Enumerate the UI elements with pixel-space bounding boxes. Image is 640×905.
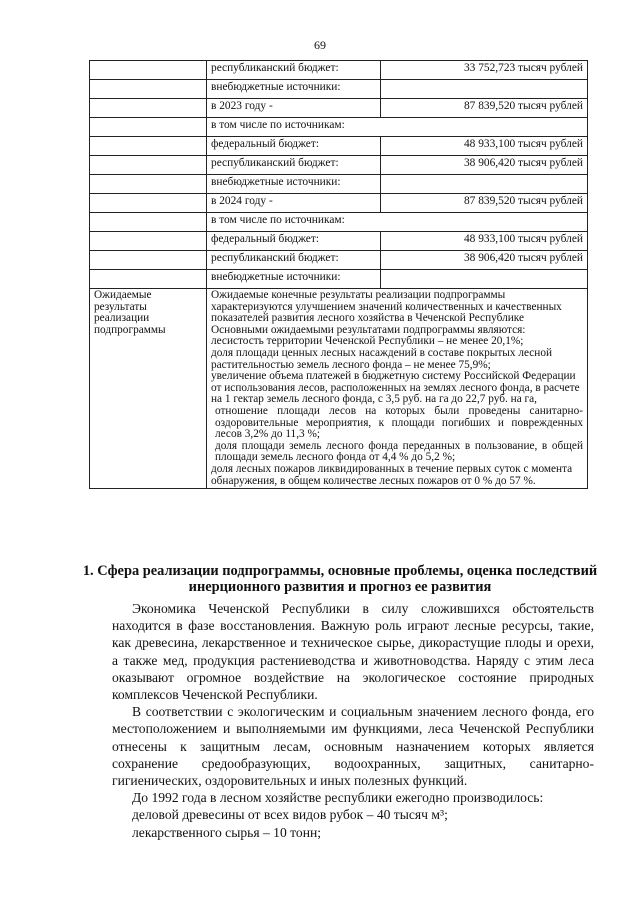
funding-label: республиканский бюджет: [207, 156, 381, 175]
funding-label: республиканский бюджет: [207, 251, 381, 270]
funding-value: 38 906,420 тысяч рублей [381, 156, 588, 175]
funding-value: 48 933,100 тысяч рублей [381, 232, 588, 251]
page-number: 69 [314, 38, 326, 52]
results-item: Основными ожидаемыми результатами подпрограммы являются: [211, 323, 526, 336]
funding-row-empty-cell [90, 80, 207, 99]
funding-row-empty-cell [90, 156, 207, 175]
results-label-line: реализации [94, 312, 150, 325]
funding-row [90, 232, 588, 251]
funding-label: внебюджетные источники: [207, 175, 381, 194]
body-text [112, 600, 594, 841]
funding-row [90, 175, 588, 194]
body-paragraph: В соответствии с экологическим и социальным значением лесного фонда, его местоположением и выполняемыми им функциями, леса Чеченской Республики отнесены к защитным лесам, основным назначением которых является сохранение средообразующих, водоохранных, защитных, санитарно-гигиенических, оздоровительных и иных полезных функций. [112, 704, 594, 789]
body-paragraph: лекарственного сырья – 10 тонн; [132, 824, 322, 840]
funding-label: республиканский бюджет: [207, 61, 381, 80]
funding-label: в 2024 году - [207, 194, 381, 213]
funding-row-empty-cell [90, 61, 207, 80]
expected-results-label [90, 289, 207, 489]
funding-row-empty-cell [90, 99, 207, 118]
results-item: Ожидаемые конечные результаты реализации подпрограммы характеризуются улучшением значений количественных и качественных показателей развития лесного хозяйства в Чеченской Республике [211, 289, 562, 325]
results-label-line: подпрограммы [94, 323, 166, 336]
funding-value [381, 80, 588, 99]
results-label-line: Ожидаемые [94, 289, 152, 301]
funding-row [90, 251, 588, 270]
results-item: увеличение объема платежей в бюджетную систему Российской Федерации от использования лесов, расположенных на землях лесного фонда, в расчете на 1 гектар земель лесного фонда, с 3,5 руб. на га до 22,7 руб. на га, [211, 370, 580, 406]
funding-value: 38 906,420 тысяч рублей [381, 251, 588, 270]
funding-row [90, 194, 588, 213]
section-heading: 1. Сфера реализации подпрограммы, основные проблемы, оценка последствий инерционного развития и прогноз ее развития [82, 563, 598, 595]
funding-table [89, 60, 588, 489]
results-label-line: результаты [94, 300, 147, 313]
funding-row [90, 99, 588, 118]
funding-label: в том числе по источникам: [207, 213, 588, 232]
results-item: доля лесных пожаров ликвидированных в течение первых суток с момента обнаружения, в общем количестве лесных пожаров от 0 % до 57 %. [211, 462, 573, 487]
funding-label: в 2023 году - [207, 99, 381, 118]
funding-row [90, 270, 588, 289]
results-item: доля площади ценных лесных насаждений в составе покрытых лесной растительностью земель лесного фонда – не менее 75,9%; [211, 346, 553, 371]
funding-row [90, 80, 588, 99]
funding-value: 87 839,520 тысяч рублей [381, 194, 588, 213]
funding-label: в том числе по источникам: [207, 118, 588, 137]
funding-value [381, 270, 588, 289]
funding-value [381, 175, 588, 194]
funding-label: внебюджетные источники: [207, 270, 381, 289]
expected-results-text [207, 289, 588, 489]
funding-row [90, 118, 588, 137]
body-paragraph: Экономика Чеченской Республики в силу сложившихся обстоятельств находится в фазе восстановления. Важную роль играют лесные ресурсы, такие, как древесина, лекарственное и техническое сырье, дикорастущие плоды и орехи, а также мед, продукция растениеводства и животноводства. Наряду с этим леса оказывают огромное воздействие на экологическое состояние природных комплексов Чеченской Республики. [112, 601, 594, 703]
funding-label: федеральный бюджет: [207, 232, 381, 251]
funding-row-empty-cell [90, 251, 207, 270]
funding-row [90, 213, 588, 232]
funding-row-empty-cell [90, 270, 207, 289]
funding-row [90, 61, 588, 80]
funding-row-empty-cell [90, 232, 207, 251]
funding-value: 87 839,520 тысяч рублей [381, 99, 588, 118]
funding-row-empty-cell [90, 118, 207, 137]
funding-label: федеральный бюджет: [207, 137, 381, 156]
funding-row-empty-cell [90, 175, 207, 194]
funding-value: 33 752,723 тысяч рублей [381, 61, 588, 80]
funding-row-empty-cell [90, 137, 207, 156]
funding-row-empty-cell [90, 194, 207, 213]
expected-results-row [90, 289, 588, 489]
funding-row-empty-cell [90, 213, 207, 232]
body-paragraph: До 1992 года в лесном хозяйстве республики ежегодно производилось: [132, 790, 544, 806]
results-item: лесистость территории Чеченской Республики – не менее 20,1%; [211, 335, 524, 348]
funding-row [90, 156, 588, 175]
results-item: доля площади земель лесного фонда переданных в пользование, в общей площади земель лесного фонда от 4,4 % до 5,2 %; [215, 439, 583, 464]
body-paragraph: деловой древесины от всех видов рубок – 40 тысяч м³; [132, 807, 448, 823]
results-item: отношение площади лесов на которых были проведены санитарно-оздоровительные мероприятия, к площади погибших и поврежденных лесов 3,2% до 11,3 %; [215, 404, 583, 441]
funding-value: 48 933,100 тысяч рублей [381, 137, 588, 156]
funding-row [90, 137, 588, 156]
funding-label: внебюджетные источники: [207, 80, 381, 99]
